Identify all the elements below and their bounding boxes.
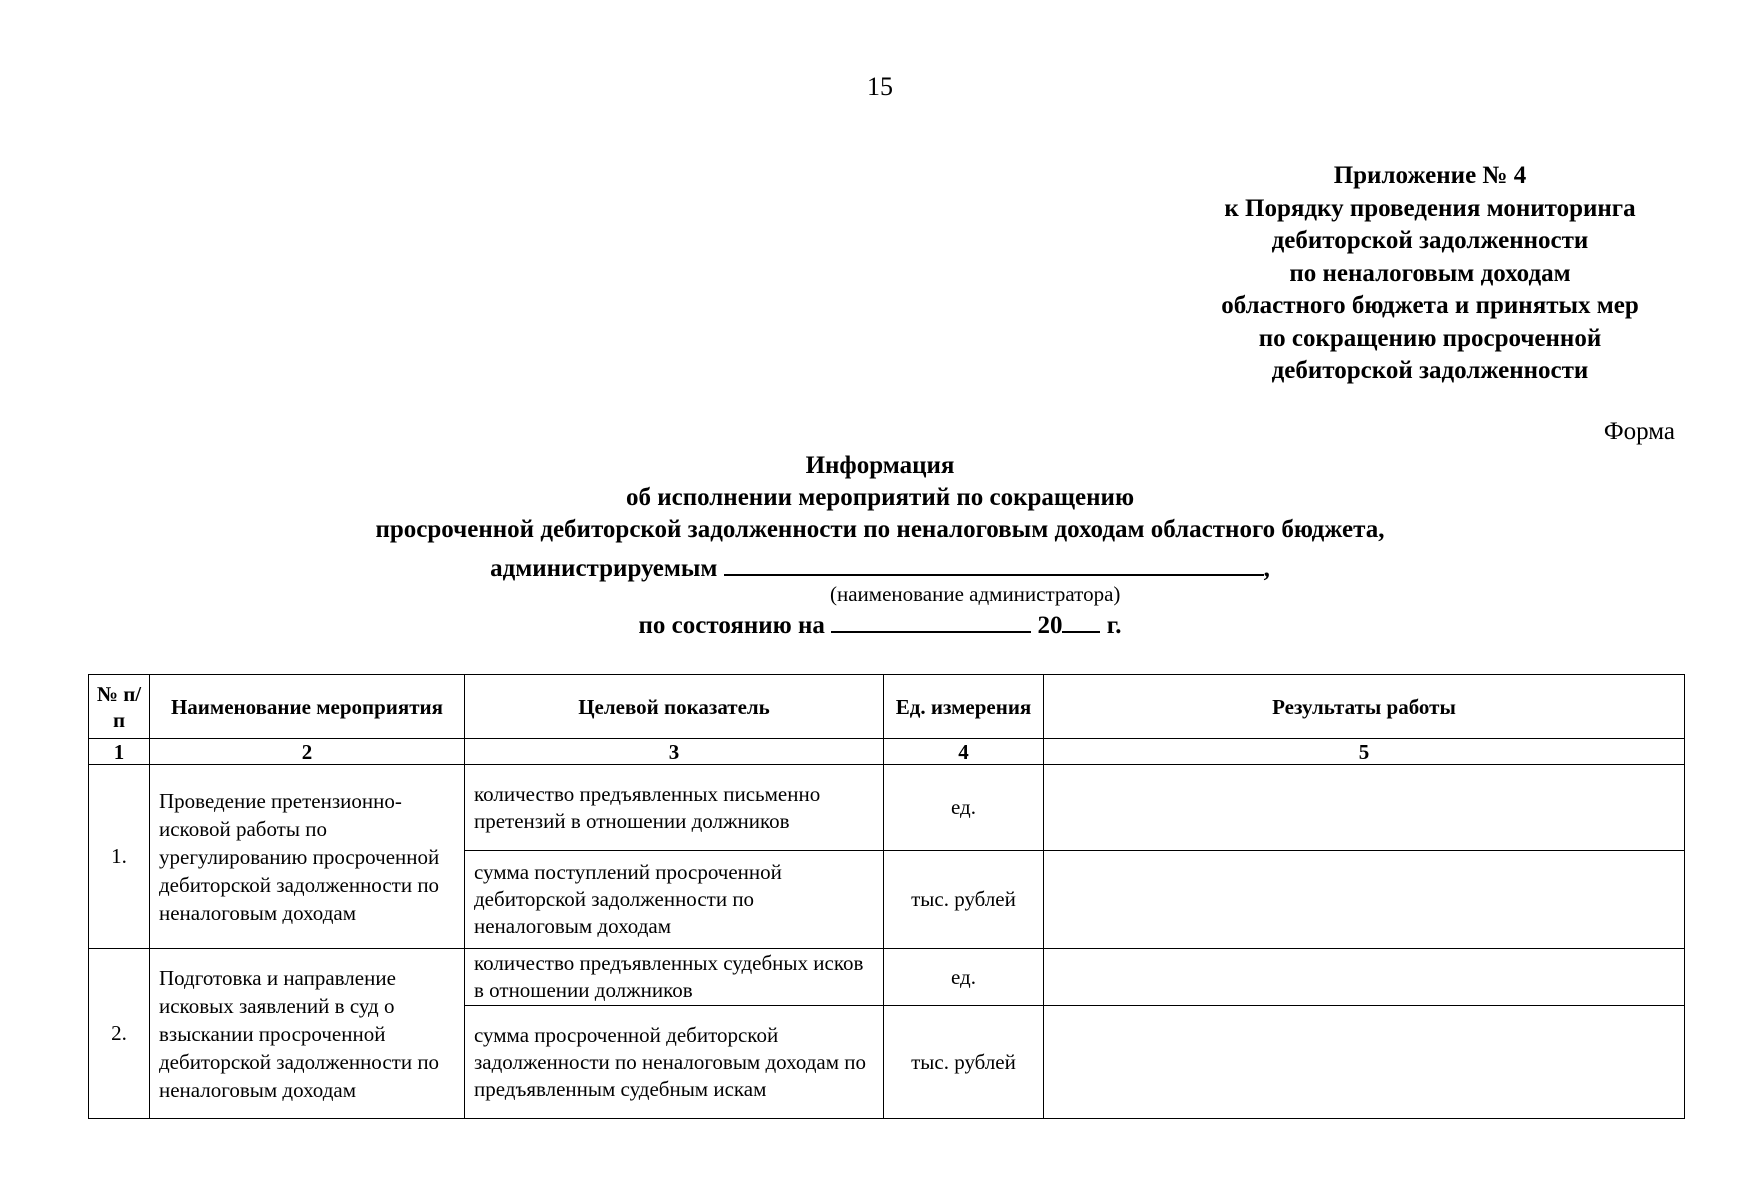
- admin-suffix: ,: [1263, 555, 1270, 582]
- unit-of-measure: тыс. рублей: [884, 1006, 1044, 1119]
- date-blank: [831, 630, 1031, 633]
- date-year: 20: [1037, 612, 1063, 639]
- date-prefix: по состоянию на: [638, 612, 825, 639]
- title-line: Информация: [805, 452, 955, 479]
- appendix-line: по сокращению просроченной: [1258, 324, 1602, 352]
- measures-table: [88, 674, 1685, 1119]
- column-number: 2: [150, 739, 465, 765]
- target-indicator: количество предъявленных судебных исков в отношении должников: [465, 949, 884, 1006]
- appendix-line: по неналоговым доходам: [1289, 259, 1571, 287]
- appendix-header: [1160, 160, 1700, 388]
- header-unit: Ед. измерения: [884, 675, 1044, 739]
- appendix-line: Приложение № 4: [1333, 162, 1527, 189]
- row-number: 1.: [89, 765, 150, 949]
- result-cell[interactable]: [1044, 1006, 1685, 1119]
- result-cell[interactable]: [1044, 851, 1685, 949]
- year-blank: [1062, 630, 1100, 633]
- document-title: [0, 450, 1760, 546]
- page-number: 15: [867, 72, 893, 101]
- column-number: 1: [89, 739, 150, 765]
- target-indicator: количество предъявленных письменно претензий в отношении должников: [465, 765, 884, 851]
- table-header-row: [89, 675, 1685, 739]
- column-number: 3: [465, 739, 884, 765]
- measure-name: Проведение претензионно-исковой работы по урегулированию просроченной дебиторской задолженности по неналоговым доходам: [150, 765, 465, 949]
- column-number: 5: [1044, 739, 1685, 765]
- unit-of-measure: ед.: [884, 765, 1044, 851]
- administrator-hint: (наименование администратора): [830, 582, 1121, 606]
- header-results: Результаты работы: [1044, 675, 1685, 739]
- date-line: [0, 612, 1760, 640]
- measure-name: Подготовка и направление исковых заявлений в суд о взыскании просроченной дебиторской задолженности по неналоговым доходам: [150, 949, 465, 1119]
- unit-of-measure: ед.: [884, 949, 1044, 1006]
- header-indicator: Целевой показатель: [465, 675, 884, 739]
- administrator-line: [0, 555, 1760, 583]
- appendix-line: областного бюджета и принятых мер: [1221, 292, 1639, 319]
- form-label: Форма: [1603, 418, 1675, 445]
- title-line: просроченной дебиторской задолженности по неналоговым доходам областного бюджета,: [375, 516, 1385, 543]
- unit-of-measure: тыс. рублей: [884, 851, 1044, 949]
- table-row: [89, 765, 1685, 851]
- column-number: 4: [884, 739, 1044, 765]
- column-number-row: [89, 739, 1685, 765]
- header-number: № п/п: [89, 675, 150, 739]
- date-suffix: г.: [1106, 612, 1122, 639]
- table-row: [89, 949, 1685, 1006]
- appendix-line: дебиторской задолженности: [1271, 227, 1589, 254]
- result-cell[interactable]: [1044, 765, 1685, 851]
- title-line: об исполнении мероприятий по сокращению: [625, 484, 1135, 511]
- administrator-blank: [724, 573, 1264, 576]
- result-cell[interactable]: [1044, 949, 1685, 1006]
- header-measure-name: Наименование мероприятия: [150, 675, 465, 739]
- row-number: 2.: [89, 949, 150, 1119]
- target-indicator: сумма просроченной дебиторской задолженности по неналоговым доходам по предъявленным судебным искам: [465, 1006, 884, 1119]
- target-indicator: сумма поступлений просроченной дебиторской задолженности по неналоговым доходам: [465, 851, 884, 949]
- appendix-line: к Порядку проведения мониторинга: [1224, 194, 1636, 222]
- admin-prefix: администрируемым: [490, 555, 718, 582]
- appendix-line: дебиторской задолженности: [1271, 357, 1589, 384]
